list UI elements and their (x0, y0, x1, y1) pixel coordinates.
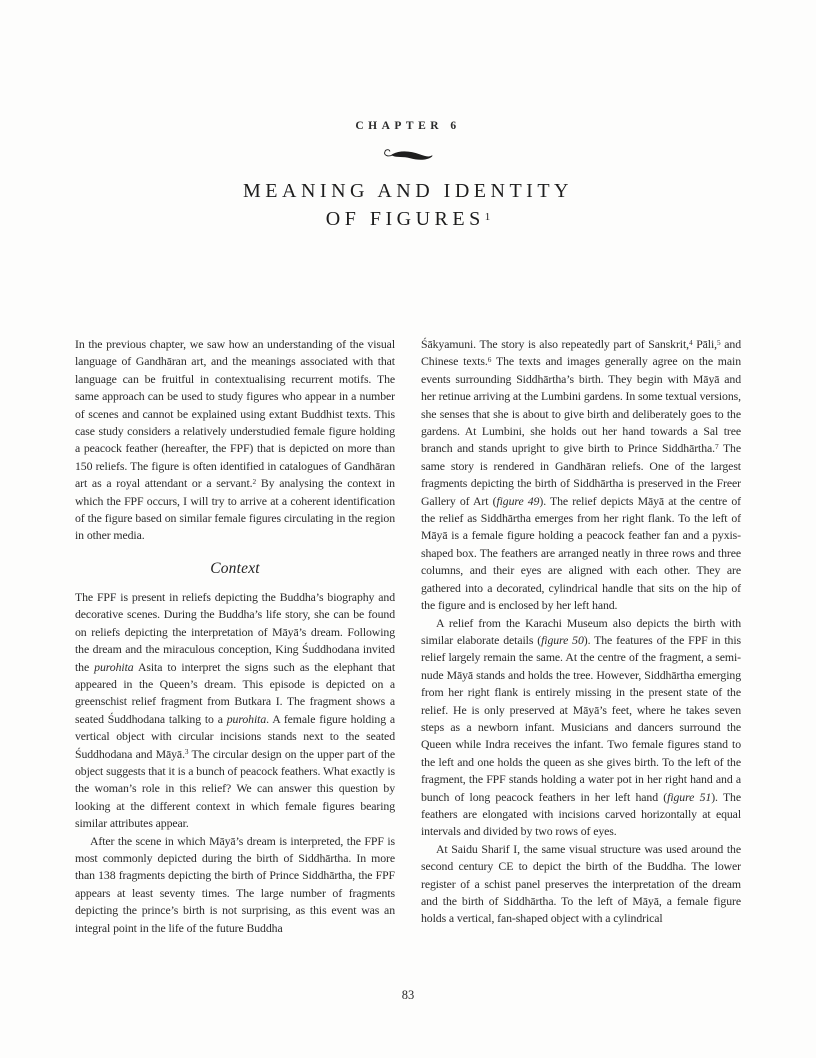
section-heading: Context (210, 559, 260, 577)
paragraph: A relief from the Karachi Museum also depicts the birth with similar elaborate details (figure 50). The features of the FPF in this relief largely remain the same. At the centre of the fragment, a semi-nude Māyā stands and holds the tree. However, Siddhārtha emerging from her right flank is entirely missing in the present state of the relief. He is only preserved at Māyā’s feet, where he takes seven steps as a newborn infant. Musicians and dancers surround the Queen while Indra receives the infant. Two female figures stand to the left and one holds the queen as she gives birth. To the left of the fragment, the FPF stands holding a water pot in her right hand and a bunch of long peacock feathers in her left hand (figure 51). The feathers are elongated with incisions carved horizontally at equal intervals and divided by two rows of eyes. (421, 615, 742, 839)
title-footnote-marker: 1 (484, 210, 491, 223)
text-columns (75, 336, 741, 937)
page-number: 83 (401, 988, 415, 1002)
chapter-title-line2: OF FIGURES (325, 208, 485, 230)
paragraph: The FPF is present in reliefs depicting the Buddha’s biography and decorative scenes. During the Buddha’s life story, she can be found on reliefs depicting the interpretation of Māyā’s dream. Following the dream and the miraculous conception, King Śuddhodana invited the purohita Asita to interpret the signs such as the elephant that appeared in the Queen’s dream. This episode is depicted on a greenschist relief fragment from Butkara I. The fragment shows a seated Śuddhodana talking to a purohita. A female figure holding a vertical object with circular incisions stands next to the seated Śuddhodana and Māyā.$^3$ The circular design on the upper part of the object suggests that it is a bunch of peacock feathers. What exactly is the woman’s role in this relief? We can answer this question by looking at the different context in which female figures bearing similar attributes appear. (75, 589, 395, 831)
chapter-title-line1: MEANING AND IDENTITY (243, 180, 573, 202)
right-column (421, 336, 741, 937)
paragraph: After the scene in which Māyā’s dream is interpreted, the FPF is most commonly depicted during the birth of Siddhārtha. In more than 138 fragments depicting the birth of Prince Siddhārtha, the FPF appears at least seventy times. The large number of fragments depicting the prince’s birth is not surprising, as this event was an integral point in the life of the future Buddha (75, 833, 395, 935)
chapter-label: CHAPTER 6 (355, 120, 461, 132)
fleuron-ornament-icon (0, 147, 816, 165)
chapter-header (0, 120, 816, 236)
left-column (75, 336, 395, 937)
paragraph: At Saidu Sharif I, the same visual structure was used around the second century CE to depict the birth of the Buddha. The lower register of a schist panel preserves the interpretation of the dream and the birth of Siddhārtha. To the left of Māyā, a female figure holds a vertical, fan-shaped object with a cylindrical (421, 841, 741, 926)
chapter-title (0, 177, 816, 236)
paragraph: In the previous chapter, we saw how an understanding of the visual language of Gandhāran art, and the meanings associated with that language can be fruitful in contextualising recurrent motifs. The same approach can be used to study figures who appear in a number of scenes and cannot be explained using extant Buddhist texts. This case study considers a relatively understudied female figure holding a peacock feather (hereafter, the FPF) that is depicted on more than 150 reliefs. The figure is often identified in catalogues of Gandhāran art as a royal attendant or a servant.$^2$ By analysing the context in which the FPF occurs, I will try to arrive at a coherent identification of the figure based on similar female figures circulating in the region in other media. (75, 337, 395, 543)
paragraph: Śākyamuni. The story is also repeatedly part of Sanskrit,$^4$ Pāli,$^5$ and Chinese texts.$^6$ The texts and images generally agree on the main events surrounding Siddhārtha’s birth. They begin with Māyā and her retinue arriving at the Lumbini gardens. In some textual versions, she senses that she is about to give birth and deliberately goes to the gardens. At Lumbini, she holds out her hand towards a Sal tree branch and stands upright to give birth to Prince Siddhārtha.$^7$ The same story is rendered in Gandhāran reliefs. One of the largest fragments depicting the birth of Siddhārtha is preserved in the Freer Gallery of Art (figure 49). The relief depicts Māyā at the centre of the relief as Siddhārtha emerges from her right flank. To the left of Māyā is a female figure holding a peacock feather fan and a pyxis-shaped box. The feathers are arranged neatly in three rows and three columns, and their eyes are aligned with each other. They are gathered into a decorated, cylindrical handle that sits on the hip of the figure and is enclosed by her left hand. (421, 337, 741, 613)
